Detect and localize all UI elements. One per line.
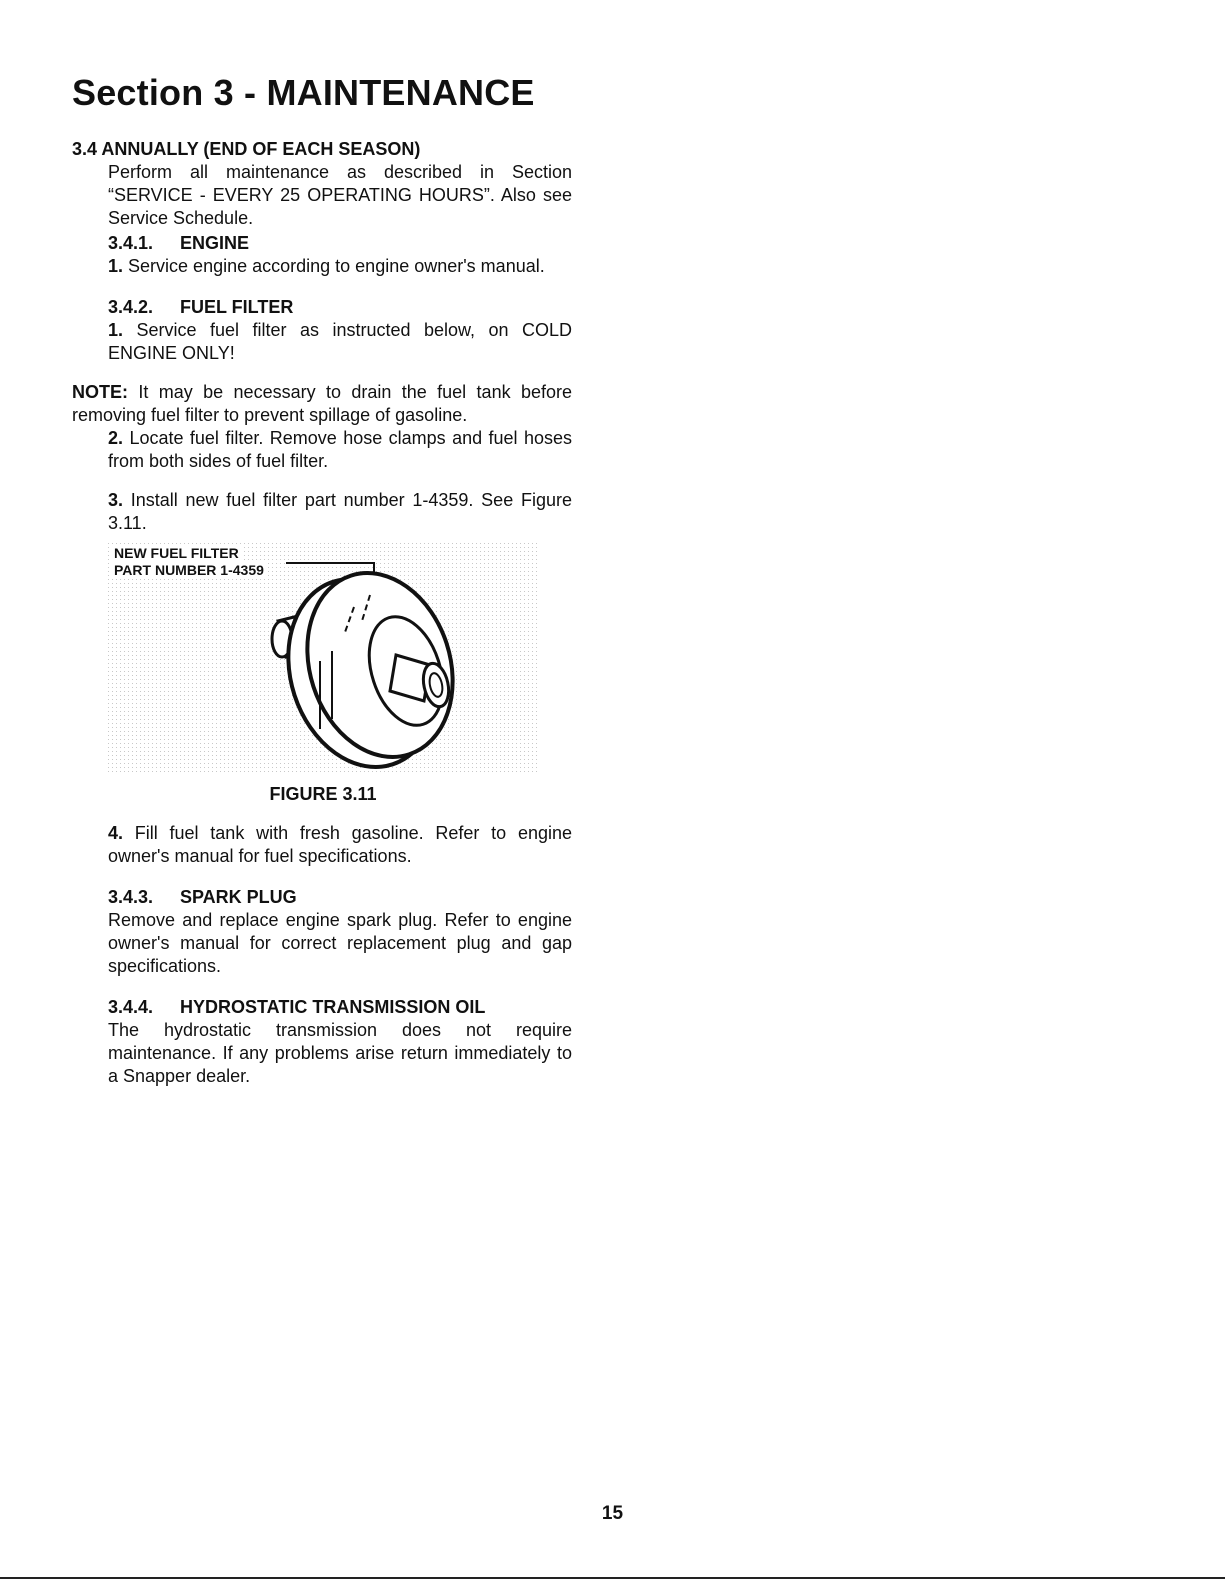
engine-number: 3.4.1. bbox=[108, 233, 154, 253]
section-heading bbox=[72, 138, 572, 161]
fuel-filter-step-1 bbox=[108, 319, 572, 365]
figure-caption: FIGURE 3.11 bbox=[269, 784, 377, 804]
fuel-filter-step-4 bbox=[108, 822, 572, 868]
note-label: NOTE: bbox=[72, 382, 128, 402]
hydro-body: The hydrostatic transmission does not require maintenance. If any problems arise return immediately to a Snapper dealer. bbox=[108, 1020, 572, 1086]
fuel-filter-step-2 bbox=[108, 427, 572, 473]
fuel-filter-heading bbox=[108, 296, 572, 319]
spark-plug-heading bbox=[108, 886, 572, 909]
step-text: Service fuel filter as instructed below, on COLD ENGINE ONLY! bbox=[108, 320, 572, 363]
spark-plug-number: 3.4.3. bbox=[108, 887, 154, 907]
page-title: Section 3 - MAINTENANCE bbox=[72, 72, 535, 113]
bottom-rule bbox=[0, 1577, 1225, 1579]
step-text: Service engine according to engine owner's manual. bbox=[128, 256, 545, 276]
section-title: ANNUALLY (END OF EACH SEASON) bbox=[101, 139, 421, 159]
step-number: 3. bbox=[108, 490, 124, 510]
step-text: Locate fuel filter. Remove hose clamps and fuel hoses from both sides of fuel filter. bbox=[108, 428, 572, 471]
spark-plug-title: SPARK PLUG bbox=[180, 887, 297, 907]
spark-plug-body: Remove and replace engine spark plug. Refer to engine owner's manual for correct replacement plug and gap specifications. bbox=[108, 910, 572, 976]
engine-step-1 bbox=[108, 255, 572, 278]
section-number: 3.4 bbox=[72, 139, 98, 159]
step-number: 4. bbox=[108, 823, 124, 843]
hydro-heading bbox=[108, 996, 572, 1019]
fuel-filter-title: FUEL FILTER bbox=[180, 297, 294, 317]
fuel-filter-figure bbox=[108, 543, 538, 775]
fuel-filter-note bbox=[72, 381, 572, 427]
figure-label-line-2: PART NUMBER 1-4359 bbox=[114, 562, 264, 578]
engine-heading bbox=[108, 232, 572, 255]
fuel-filter-step-3 bbox=[108, 489, 572, 535]
hydro-number: 3.4.4. bbox=[108, 997, 154, 1017]
step-text: Fill fuel tank with fresh gasoline. Refer to engine owner's manual for fuel specifications. bbox=[108, 823, 572, 866]
step-number: 1. bbox=[108, 256, 124, 276]
step-number: 1. bbox=[108, 320, 124, 340]
step-text: Install new fuel filter part number 1-4359. See Figure 3.11. bbox=[108, 490, 572, 533]
note-text: It may be necessary to drain the fuel tank before removing fuel filter to prevent spillage of gasoline. bbox=[72, 382, 572, 425]
hydro-title: HYDROSTATIC TRANSMISSION OIL bbox=[180, 997, 486, 1017]
content-column bbox=[72, 138, 572, 1088]
section-intro: Perform all maintenance as described in Section “SERVICE - EVERY 25 OPERATING HOURS”. Also see Service Schedule. bbox=[108, 162, 572, 228]
page-number: 15 bbox=[601, 1503, 624, 1524]
fuel-filter-number: 3.4.2. bbox=[108, 297, 154, 317]
figure-label-line-1: NEW FUEL FILTER bbox=[114, 545, 239, 561]
step-number: 2. bbox=[108, 428, 124, 448]
engine-title: ENGINE bbox=[180, 233, 250, 253]
